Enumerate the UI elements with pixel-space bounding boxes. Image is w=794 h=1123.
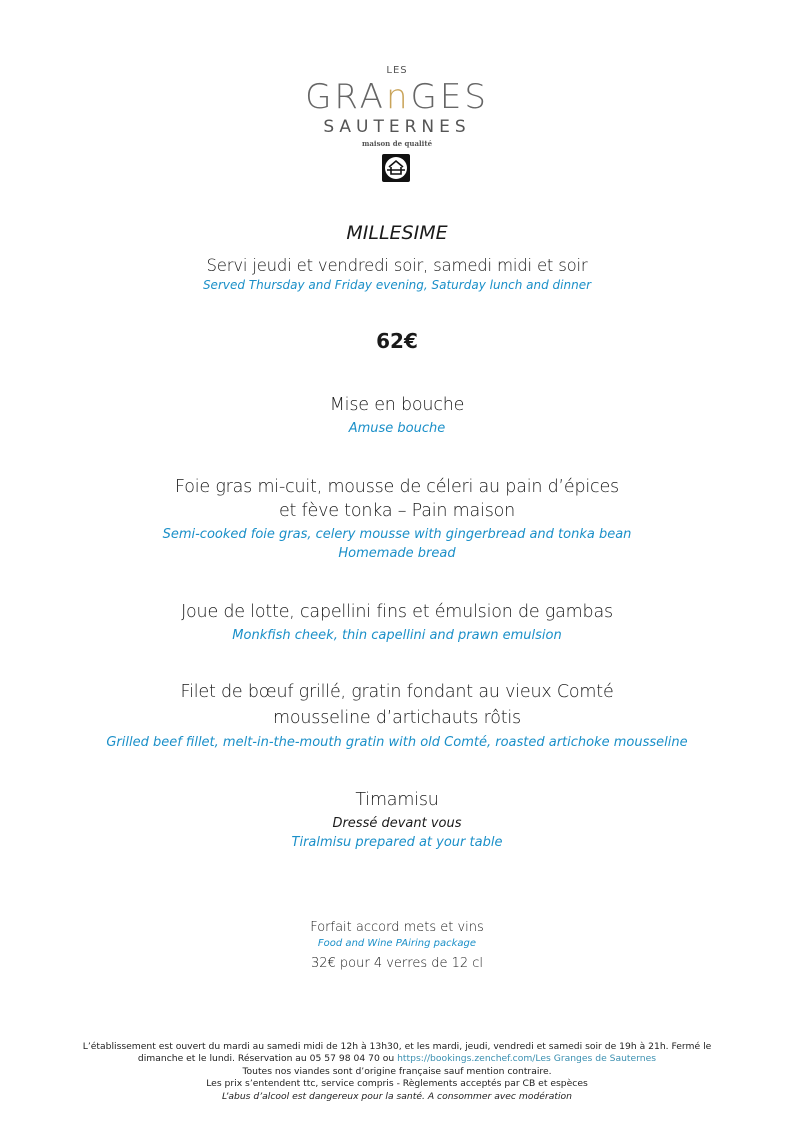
logo-granges [0,77,794,117]
footer-hours: L’établissement est ouvert du mardi au samedi midi de 12h à 13h30, et les mardi, jeudi, vendredi et samedi soir de 19h à 21h. Fermé le [82,1041,712,1052]
footer-prices: Les prix s’entendent ttc, service compris - Règlements acceptés par CB et espèces [206,1078,588,1089]
logo-les: LES [386,65,408,76]
served-en: Served Thursday and Friday evening, Saturday lunch and dinner [202,278,592,292]
pairing-price: 32€ pour 4 verres de 12 cl [310,956,484,971]
course-en: Homemade bread [338,546,456,561]
course-fr: Timamisu [355,790,439,810]
pairing-fr: Forfait accord mets et vins [310,920,484,935]
logo-granges-post: GES [410,77,489,117]
logo-granges-n: n [385,77,411,117]
course-fr: Filet de bœuf grillé, gratin fondant au vieux Comté [180,682,614,702]
footer-reservation-text: dimanche et le lundi. Réservation au 05 57 98 04 70 ou [137,1053,398,1064]
course-fr: Foie gras mi-cuit, mousse de céleri au pain d’épices [175,477,619,497]
course-en: Grilled beef fillet, melt-in-the-mouth gratin with old Comté, roasted artichoke mousseline [106,735,688,750]
course-fr: mousseline d’artichauts rôtis [273,708,521,728]
logo-granges-pre: GRA [305,77,386,117]
course-en: Semi-cooked foie gras, celery mousse with gingerbread and tonka bean [162,527,632,542]
logo-tagline: maison de qualité [361,139,433,148]
course-fr: Joue de lotte, capellini fins et émulsion de gambas [181,602,613,622]
booking-link[interactable]: https://bookings.zenchef.com/Les Granges de Sauternes [397,1053,657,1064]
served-fr: Servi jeudi et vendredi soir, samedi midi et soir [206,256,588,275]
course-fr: Mise en bouche [329,395,465,415]
pairing-en: Food and Wine PAiring package [317,938,477,949]
course-note: Dressé devant vous [332,816,462,831]
course-en: Tiralmisu prepared at your table [291,835,503,850]
footer-reservation [0,1054,794,1063]
course-en: Amuse bouche [348,421,446,436]
menu-price: 62€ [376,329,418,353]
logo-sauternes: SAUTERNES [323,117,471,137]
house-icon [382,154,410,182]
menu-title: MILLESIME [346,222,448,244]
footer-alcohol-warning: L’abus d’alcool est dangereux pour la santé. A consommer avec modération [222,1091,572,1102]
course-en: Monkfish cheek, thin capellini and prawn emulsion [232,628,562,643]
course-fr: et fève tonka – Pain maison [278,501,516,521]
footer-meat-origin: Toutes nos viandes sont d’origine française sauf mention contraire. [242,1066,552,1077]
